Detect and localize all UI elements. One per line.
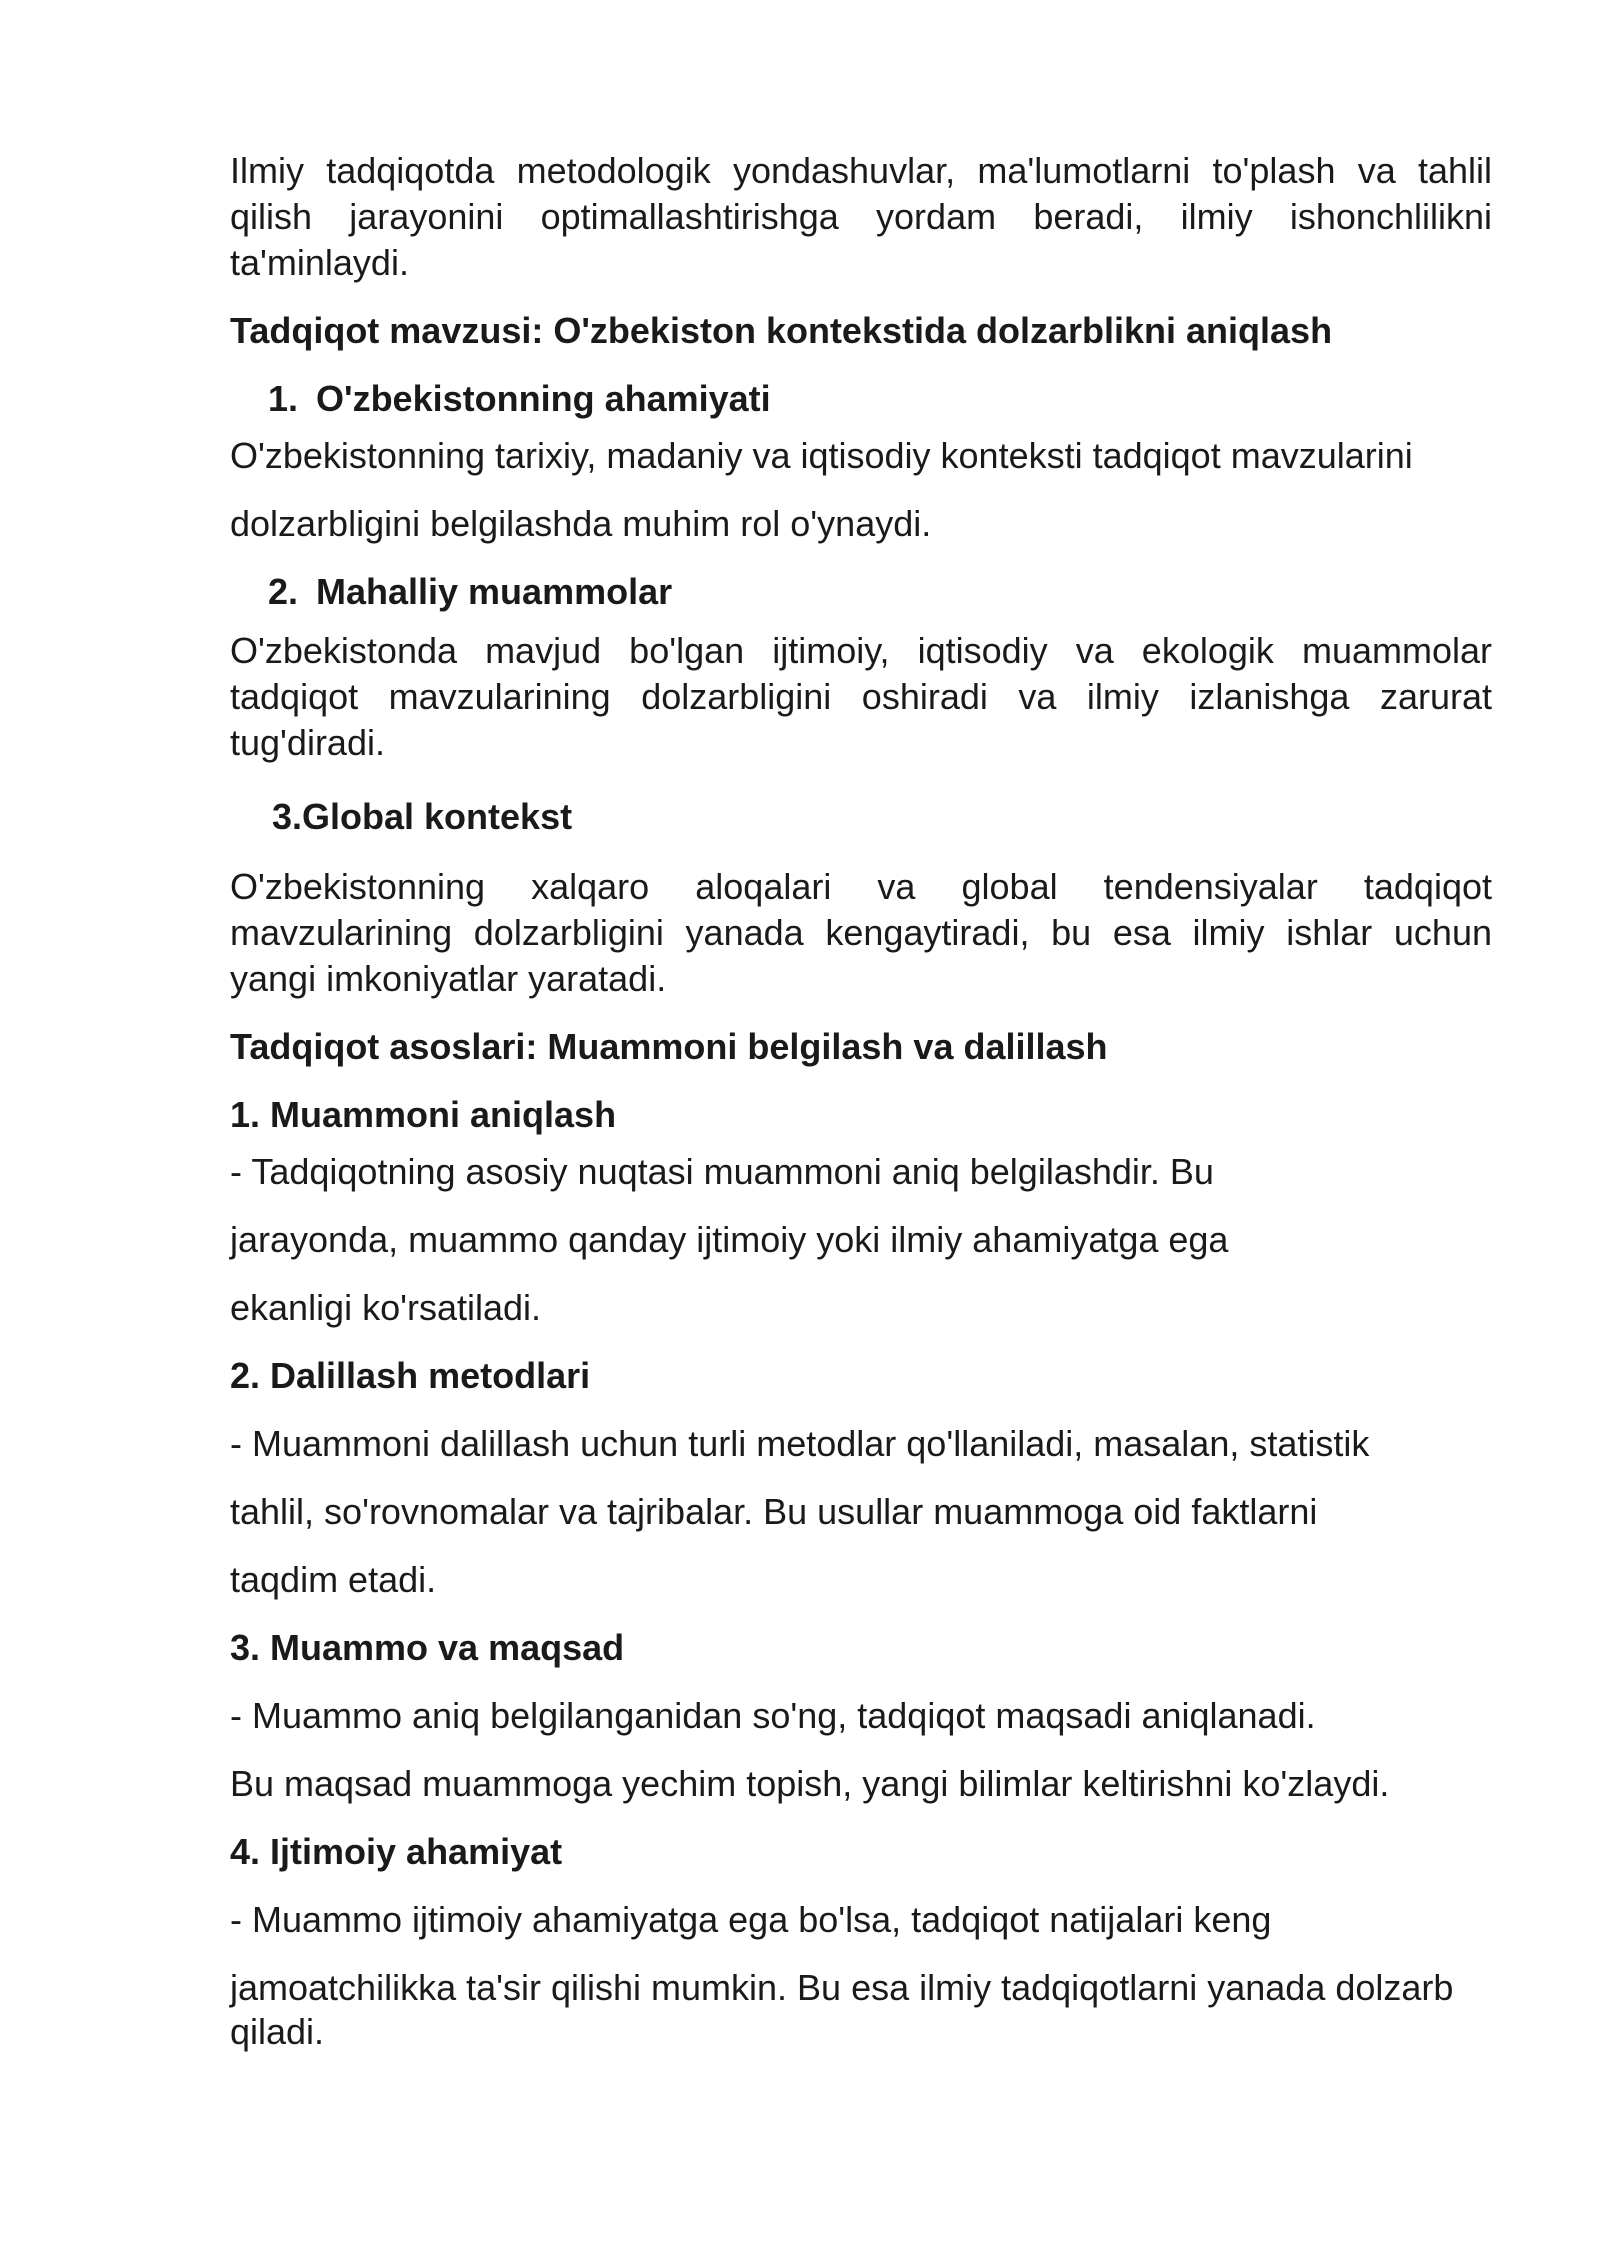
- section-2-item-4-line-1: - Muammo ijtimoiy ahamiyatga ega bo'lsa, tadqiqot natijalari keng: [230, 1899, 1272, 1940]
- section-1-item-3-text: O'zbekistonning xalqaro aloqalari va global tendensiyalar tadqiqot mavzularining dolzarbligini yanada kengaytiradi, bu esa ilmiy ishlar uchun yangi imkoniyatlar yaratadi.: [230, 866, 1492, 999]
- section-2-item-4-line-3: qiladi.: [230, 2011, 325, 2052]
- item-heading-text: O'zbekistonning ahamiyati: [316, 378, 771, 419]
- section-2-item-1-line-1: - Tadqiqotning asosiy nuqtasi muammoni aniq belgilashdir. Bu: [230, 1151, 1214, 1192]
- section-1-item-2-heading: [230, 558, 1492, 626]
- section-2-item-2-line-3: taqdim etadi.: [230, 1559, 437, 1600]
- section-1-item-1-line-2: dolzarbligini belgilashda muhim rol o'ynaydi.: [230, 503, 932, 544]
- section-2-item-3-line-2: Bu maqsad muammoga yechim topish, yangi bilimlar keltirishni ko'zlaydi.: [230, 1763, 1390, 1804]
- item-heading-text: Mahalliy muammolar: [316, 571, 673, 612]
- section-1-item-2-text: O'zbekistonda mavjud bo'lgan ijtimoiy, iqtisodiy va ekologik muammolar tadqiqot mavzularining dolzarbligini oshiradi va ilmiy izlanishga zarurat tug'diradi.: [230, 630, 1492, 763]
- item-number: 2.: [268, 571, 299, 612]
- document-page: [230, 148, 1492, 2052]
- section-2-item-3-heading: 3. Muammo va maqsad: [230, 1627, 625, 1668]
- section-2-item-4-heading: 4. Ijtimoiy ahamiyat: [230, 1831, 563, 1872]
- section-1-item-1-heading: [230, 376, 1492, 422]
- section-1-item-1-line-1: O'zbekistonning tarixiy, madaniy va iqtisodiy konteksti tadqiqot mavzularini: [230, 435, 1413, 476]
- section-1-title: Tadqiqot mavzusi: O'zbekiston kontekstida dolzarblikni aniqlash: [230, 310, 1333, 351]
- section-2-title: Tadqiqot asoslari: Muammoni belgilash va dalillash: [230, 1026, 1108, 1067]
- section-2-item-1-line-2: jarayonda, muammo qanday ijtimoiy yoki ilmiy ahamiyatga ega: [230, 1219, 1229, 1260]
- item-number: 1.: [268, 378, 299, 419]
- section-2-item-2-heading: 2. Dalillash metodlari: [230, 1355, 591, 1396]
- section-2-item-4-line-2: jamoatchilikka ta'sir qilishi mumkin. Bu esa ilmiy tadqiqotlarni yanada dolzarb: [230, 1967, 1454, 2008]
- section-2-item-1-heading: 1. Muammoni aniqlash: [230, 1094, 617, 1135]
- section-1-item-3-heading: 3.Global kontekst: [272, 796, 573, 837]
- intro-paragraph: Ilmiy tadqiqotda metodologik yondashuvlar, ma'lumotlarni to'plash va tahlil qilish jarayonini optimallashtirishga yordam beradi, ilmiy ishonchlilikni ta'minlaydi.: [230, 150, 1492, 283]
- section-2-item-3-line-1: - Muammo aniq belgilanganidan so'ng, tadqiqot maqsadi aniqlanadi.: [230, 1695, 1316, 1736]
- section-2-item-2-line-1: - Muammoni dalillash uchun turli metodlar qo'llaniladi, masalan, statistik: [230, 1423, 1370, 1464]
- section-2-item-1-line-3: ekanligi ko'rsatiladi.: [230, 1287, 542, 1328]
- section-2-item-2-line-2: tahlil, so'rovnomalar va tajribalar. Bu usullar muammoga oid faktlarni: [230, 1491, 1318, 1532]
